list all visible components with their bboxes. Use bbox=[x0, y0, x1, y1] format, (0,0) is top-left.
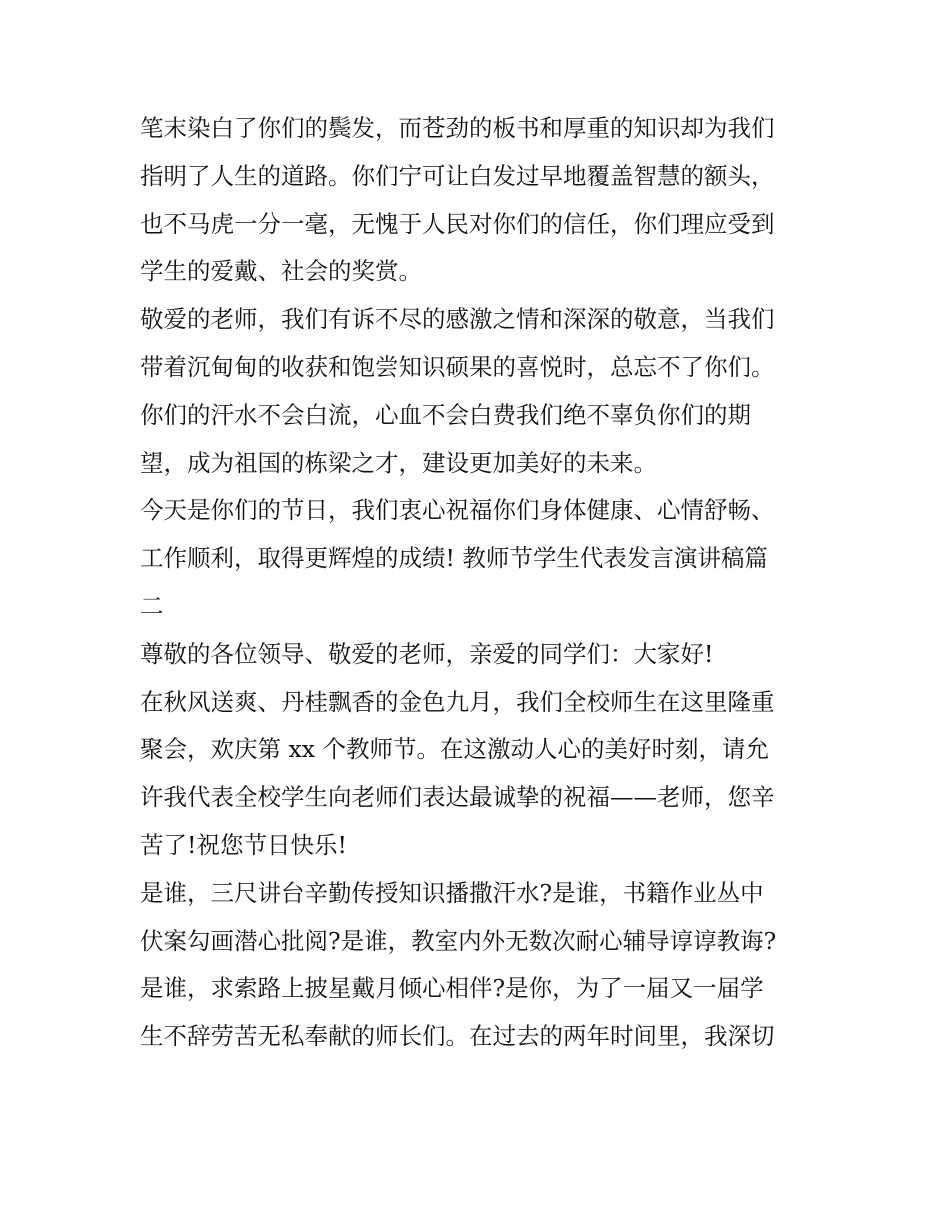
text-line-5: 敬爱的老师，我们有诉不尽的感激之情和深深的敬意，当我们 bbox=[140, 305, 775, 334]
text-line-6: 带着沉甸甸的收获和饱尝知识硕果的喜悦时，总忘不了你们。 bbox=[140, 352, 775, 381]
text-line-16: 苦了!祝您节日快乐! bbox=[140, 830, 347, 859]
text-line-12: 尊敬的各位领导、敬爱的老师，亲爱的同学们：大家好! bbox=[140, 639, 714, 668]
text-line-20: 生不辞劳苦无私奉献的师长们。在过去的两年时间里，我深切 bbox=[140, 1022, 775, 1051]
text-line-19: 是谁，求索路上披星戴月倾心相伴?是你，为了一届又一届学 bbox=[140, 974, 764, 1003]
text-line-15: 许我代表全校学生向老师们表达最诚挚的祝福——老师，您辛 bbox=[140, 783, 775, 812]
text-line-10: 工作顺利，取得更辉煌的成绩! 教师节学生代表发言演讲稿篇 bbox=[140, 544, 768, 573]
text-line-3: 也不马虎一分一毫，无愧于人民对你们的信任，你们理应受到 bbox=[140, 209, 775, 238]
document-body bbox=[140, 105, 820, 1061]
text-line-18: 伏案勾画潜心批阅?是谁，教室内外无数次耐心辅导谆谆教诲? bbox=[140, 926, 777, 955]
text-line-11: 二 bbox=[140, 591, 164, 620]
text-line-9: 今天是你们的节日，我们衷心祝福你们身体健康、心情舒畅、 bbox=[140, 496, 775, 525]
text-line-17: 是谁，三尺讲台辛勤传授知识播撒汗水?是谁，书籍作业丛中 bbox=[140, 878, 764, 907]
text-line-13: 在秋风送爽、丹桂飘香的金色九月，我们全校师生在这里隆重 bbox=[140, 687, 775, 716]
text-line-8: 望，成为祖国的栋梁之才，建设更加美好的未来。 bbox=[140, 448, 657, 477]
text-line-14: 聚会，欢庆第 xx 个教师节。在这激动人心的美好时刻，请允 bbox=[140, 735, 769, 764]
text-line-4: 学生的爱戴、社会的奖赏。 bbox=[140, 257, 422, 286]
text-line-7: 你们的汗水不会白流，心血不会白费我们绝不辜负你们的期 bbox=[140, 400, 751, 429]
text-line-2: 指明了人生的道路。你们宁可让白发过早地覆盖智慧的额头， bbox=[140, 161, 775, 190]
text-line-1: 笔末染白了你们的鬓发，而苍劲的板书和厚重的知识却为我们 bbox=[140, 114, 775, 142]
